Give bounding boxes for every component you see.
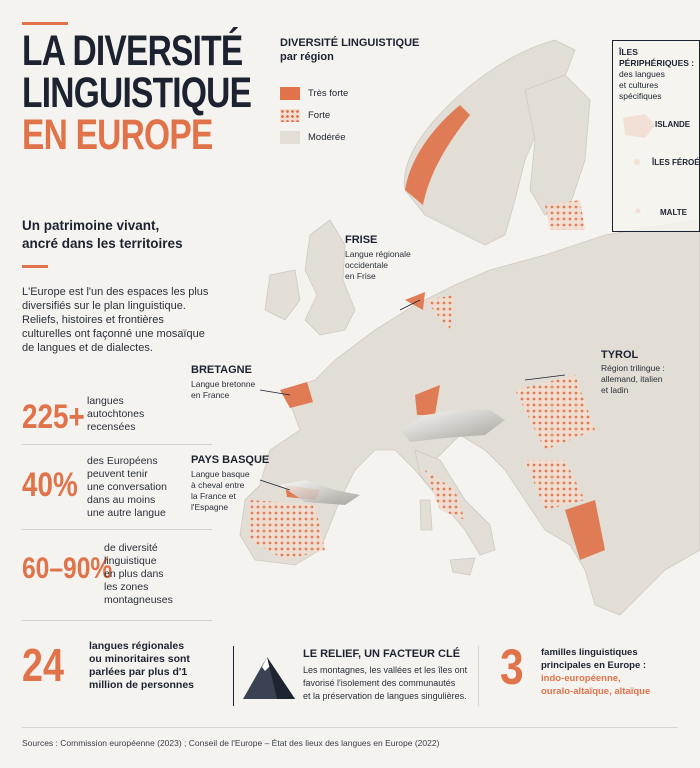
legend-item-tres-forte [280, 87, 348, 100]
iles-title-line: et cultures [619, 80, 659, 90]
relief-text-line: favorisé l'isolement des communautés [303, 678, 456, 688]
stat-text-line: une conversation [87, 481, 167, 493]
legend-swatch-tres-forte [280, 87, 300, 100]
stat-text-line: dans au moins [87, 494, 156, 506]
ireland-landmass [265, 270, 300, 320]
callout-pays-basque-text [191, 469, 250, 513]
stat-value: 24 [22, 639, 64, 691]
callout-text-line: la France et [191, 491, 236, 501]
callout-bretagne-text [191, 379, 255, 401]
legend-label: Forte [308, 110, 331, 121]
stat-value: 60–90% [22, 552, 113, 585]
callout-text-line: en Frise [345, 271, 376, 281]
legend-title: DIVERSITÉ LINGUISTIQUE [280, 37, 420, 49]
stat-text-line: linguistique [104, 555, 157, 567]
title-line-2: LINGUISTIQUE [22, 69, 252, 117]
title-line-3: EN EUROPE [22, 111, 213, 159]
relief-divider-left [233, 646, 234, 706]
relief-divider-right [478, 646, 479, 706]
title-line-1: LA DIVERSITÉ [22, 27, 243, 75]
callout-text-line: Langue bretonne [191, 379, 256, 389]
callout-tyrol-title: TYROL [601, 349, 639, 361]
stat-text-line: les zones [104, 581, 149, 593]
families-highlight-line: indo-européenne, [541, 673, 621, 684]
stat-mountain-diversity [22, 538, 212, 608]
relief-title: LE RELIEF, UN FACTEUR CLÉ [303, 648, 461, 660]
families-highlight-line: ouralo-altaïque, altaïque [541, 686, 651, 697]
iles-title-line: ÎLES PÉRIPHÉRIQUES : [619, 47, 695, 68]
stat-text-line: parlées par plus d'1 [89, 666, 188, 678]
stat-text-line: recensées [87, 421, 136, 433]
iles-title-line: des langues [619, 69, 665, 79]
legend-label: Modérée [308, 132, 346, 143]
callout-text-line: l'Espagne [191, 502, 229, 512]
stat-text-line: autochtones [87, 408, 145, 420]
ile-islande-label: ISLANDE [655, 120, 691, 129]
mountain-icon [243, 655, 295, 699]
stat-value: 40% [22, 466, 78, 504]
subtitle [22, 217, 222, 253]
stat-text-line: langues régionales [89, 640, 185, 652]
relief-text-line: et la préservation de langues singulières. [303, 691, 467, 701]
stat-text-line: langues [87, 395, 124, 407]
callout-text-line: occidentale [345, 260, 389, 270]
sources-footer: Sources : Commission européenne (2023) ; Conseil de l'Europe – État des lieux des langues en Europe (2022) [22, 738, 440, 748]
ile-feroe-label: ÎLES FÉROÉ [652, 158, 700, 167]
callout-bretagne-title: BRETAGNE [191, 364, 252, 376]
sicily-landmass [450, 558, 475, 575]
stat-text-line: montagneuses [104, 594, 173, 606]
iles-title [619, 47, 699, 102]
stat-text-line: ou minoritaires sont [89, 653, 190, 665]
legend-item-moderee [280, 131, 346, 144]
stat-text [87, 395, 144, 434]
stat-regional-languages [22, 636, 212, 696]
stat-value: 225+ [22, 398, 85, 436]
legend-swatch-forte [280, 109, 300, 122]
callout-pays-basque-title: PAYS BASQUE [191, 454, 270, 466]
stat-text [104, 542, 173, 607]
title-accent-rule [22, 22, 68, 25]
relief-text-line: Les montagnes, les vallées et les îles ont [303, 665, 468, 675]
iles-title-line: spécifiques [619, 91, 662, 101]
subtitle-accent-rule [22, 265, 48, 268]
stat-text [89, 640, 209, 692]
callout-frise-text [345, 249, 411, 282]
callout-text-line: Région trilingue : [601, 363, 665, 373]
stat-divider [22, 529, 212, 530]
stat-divider [22, 444, 212, 445]
callout-frise-title: FRISE [345, 234, 378, 246]
stat-europeans [22, 452, 212, 522]
callout-text-line: Langue basque [191, 469, 250, 479]
stat-text-line: peuvent tenir [87, 468, 148, 480]
families-text-line: principales en Europe : [541, 660, 647, 671]
stat-text-line: en plus dans [104, 568, 164, 580]
finland-landmass [525, 75, 590, 215]
stat-text-line: million de personnes [89, 679, 195, 691]
families-text [541, 646, 650, 698]
sardinia-landmass [420, 500, 432, 530]
intro-paragraph: L'Europe est l'un des espaces les plus diversifiés sur le plan linguistique. Reliefs, histoires et frontières culturelles ont façonné une mosaïque de langues et de dialectes. [22, 286, 209, 354]
stat-divider [22, 620, 212, 621]
stat-text-line: une autre langue [87, 507, 166, 519]
ile-malte-label: MALTE [660, 208, 687, 217]
legend-item-forte [280, 109, 330, 122]
stat-text-line: de diversité [104, 542, 158, 554]
families-text-line: familles linguistiques [541, 647, 638, 658]
baltic-zone [545, 200, 585, 230]
page-title [22, 27, 252, 159]
legend-swatch-moderee [280, 131, 300, 144]
families-number: 3 [500, 639, 524, 695]
callout-text-line: et ladin [601, 385, 629, 395]
legend-subtitle: par région [280, 51, 334, 63]
footer-rule [22, 727, 678, 728]
subtitle-line-2: ancré dans les territoires [22, 236, 183, 251]
callout-text-line: à cheval entre [191, 480, 245, 490]
stat-text-line: des Européens [87, 455, 158, 467]
callout-text-line: Langue régionale [345, 249, 411, 259]
callout-text-line: en France [191, 390, 230, 400]
subtitle-line-1: Un patrimoine vivant, [22, 218, 160, 233]
callout-tyrol-text [601, 363, 665, 396]
stat-languages [22, 395, 212, 440]
callout-text-line: allemand, italien [601, 374, 663, 384]
legend-label: Très forte [308, 88, 349, 99]
relief-text [303, 664, 467, 703]
stat-text [87, 455, 167, 520]
